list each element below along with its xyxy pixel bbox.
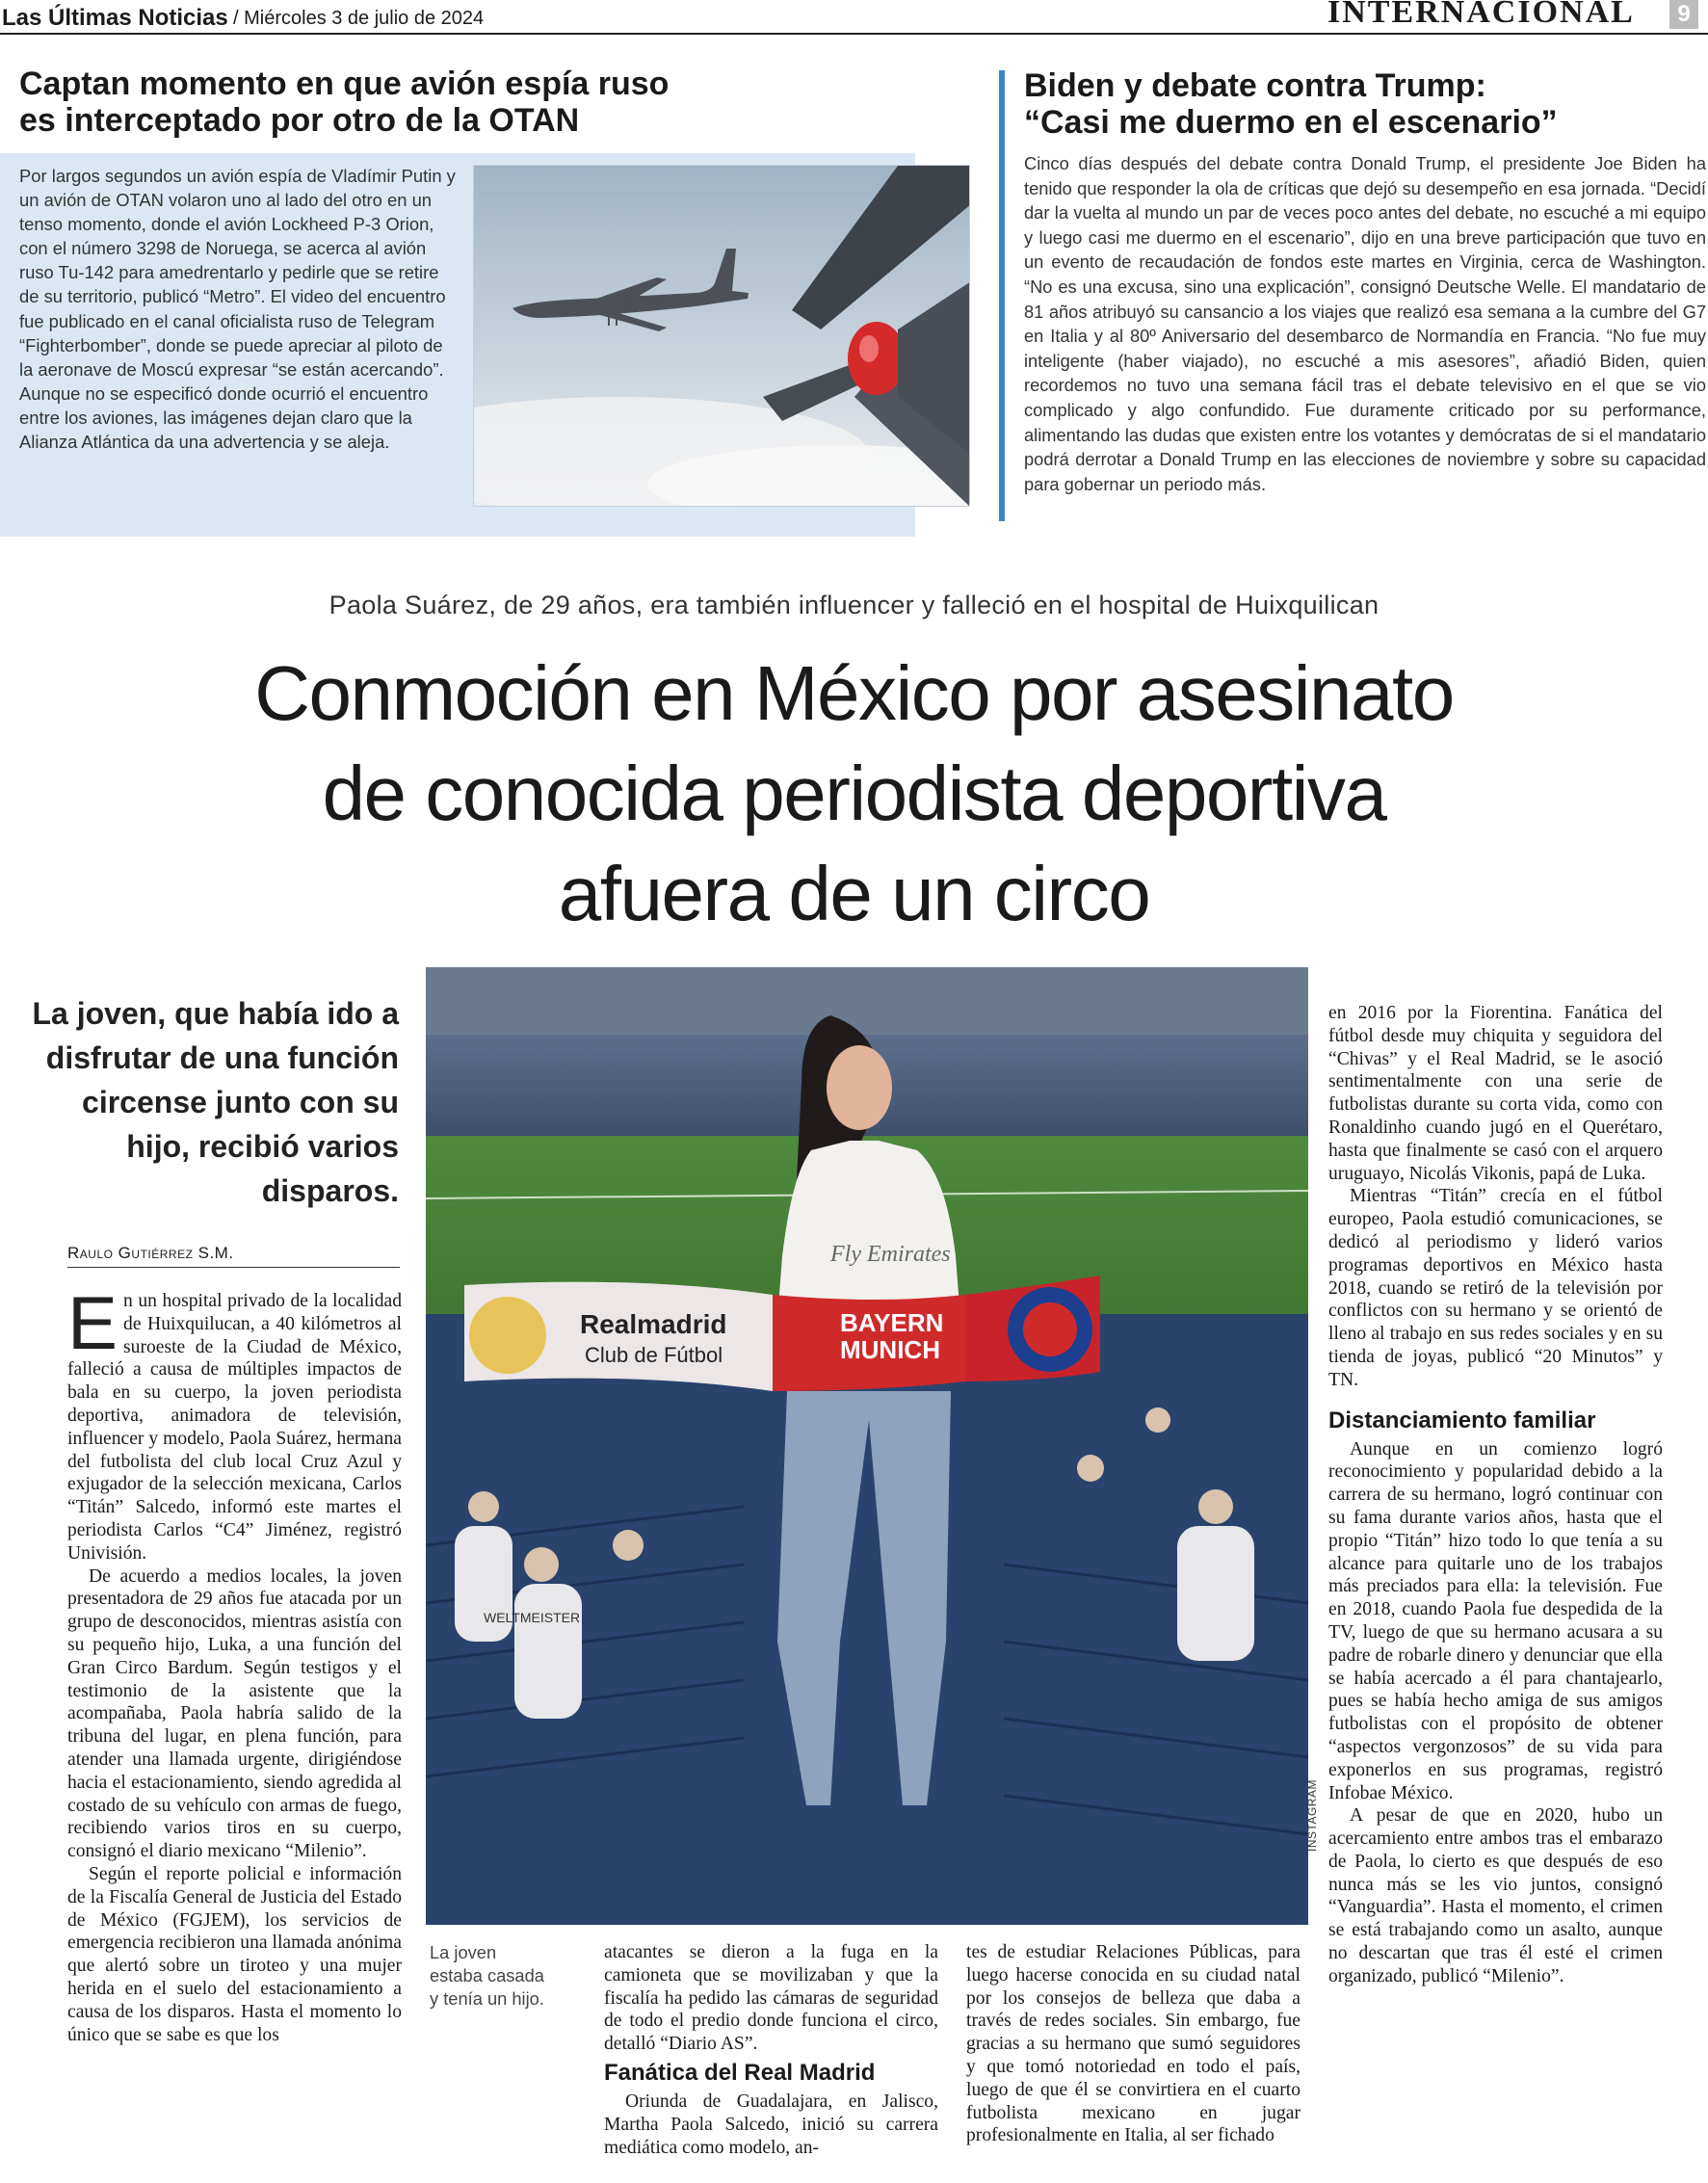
- article-column-1: [67, 1280, 402, 2046]
- main-headline: Conmoción en México por asesinato de conocida periodista deportiva afuera de un circo: [254, 650, 1454, 936]
- brief-right-body: Cinco días después del debate contra Donald Trump, el presidente Joe Biden ha tenido que responder la ola de críticas que dejó su desempeño en esa jornada. “Decidí dar la vuelta al mundo un par de veces poco antes del debate, no escuché a mi equipo y luego casi me duermo en el escenario”, dijo en una breve participación que tuvo en un evento de recaudación de fondos este martes en Virginia, cerca de Washington. “No es una excusa, sino una explicación”, consignó Deutsche Welle. El mandatario de 81 años atribuyó su cansancio a los viajes que realizó esa semana a la cumbre del G7 en Italia y al 80º Aniversario del desembarco de Normandía en Francia. “No fue muy inteligente (haber viajado), no escuché a mis asesores”, añadió Biden, quien recordemos no tuvo una semana fácil tras el debate televisivo en el que se vio complicado y algo confundido. Fue duramente criticado por su performance, alimentando las dudas que existen entre los votantes y demócratas de si el mandatario podrá derrotar a Donald Trump en las elecciones de noviembre y sobre su capacidad para gobernar un periodo más.: [1024, 153, 1706, 494]
- article-paragraph: En un hospital privado de la localidad de Huixquilucan, a 40 kilómetros al suroeste de la Ciudad de México, falleció a causa de múltiples impactos de bala en su cuerpo, la joven periodista deportiva, animadora de televisión, influencer y modelo, Paola Suárez, hermana del futbolista del club local Cruz Azul y exjugador de la selección mexicana, Carlos “Titán” Salcedo, informó este martes el periodista Carlos “C4” Jiménez, registró Univisión.: [67, 1280, 402, 1564]
- scarf-text-left-2: Club de Fútbol: [585, 1343, 723, 1367]
- issue-date: / Miércoles 3 de julio de 2024: [233, 8, 485, 29]
- article-paragraph: A pesar de que en 2020, hubo un acercamiento entre ambos tras el embarazo de Paola, lo cierto es que después de eso nunca más se les vio juntos, consignó “Vanguardia”. Hasta el momento, el crimen se está trabajando como un asalto, aunque no descartan que tras él esté el crimen organizado, publicó “Milenio”.: [1328, 1805, 1663, 1986]
- article-paragraph: tes de estudiar Relaciones Públicas, para luego hacerse conocida en su ciudad natal por los consejos de belleza que daba a través de redes sociales. Sin embargo, fue gracias a su hermano que sumó seguidores y que tomó notoriedad en todo el país, luego de que él se convirtiera en el cuarto futbolista mexicano en jugar profesionalmente en Italia, al ser fichado: [966, 1942, 1301, 2146]
- brief-right-accent-bar: [999, 70, 1005, 521]
- section-subhead: Fanática del Real Madrid: [604, 2059, 876, 2086]
- main-photo: [426, 967, 1308, 1925]
- article-column-2: [604, 1941, 938, 2159]
- page-number: 9: [1669, 0, 1698, 29]
- photo-credit: INSTAGRAM: [1305, 1779, 1319, 1852]
- article-paragraph: Mientras “Titán” crecía en el fútbol europeo, Paola estudió comunicaciones, se dedicó al periodismo y lideró varios programas deportivos en México hasta 2018, cuando se retiró de la televisión por conflictos con su hermano y se orientó de lleno al trabajo en sus redes sociales y en su tienda de joyas, publicó “20 Minutos” y TN.: [1328, 1186, 1663, 1390]
- article-column-3: [966, 1941, 1301, 2147]
- scarf-text-right-2: MUNICH: [840, 1335, 940, 1364]
- spy-plane-photo: [473, 165, 970, 507]
- scarf-text-left-1: Realmadrid: [580, 1309, 727, 1339]
- article-column-4: [1328, 1002, 1663, 1988]
- brief-right-headline: Biden y debate contra Trump: “Casi me duermo en el escenario”: [1024, 67, 1558, 141]
- fan-jersey-text: WELTMEISTER: [484, 1610, 581, 1625]
- article-paragraph: De acuerdo a medios locales, la joven presentadora de 29 años fue atacada por un grupo de desconocidos, mientras asistía con su pequeño hijo, Luka, a una función del Gran Circo Bardum. Según testigos y el testimonio de la asistente que la acompañaba, Paola habría salido de la tribuna del lugar, en plena función, para atender una llamada urgente, dirigiéndose hacia el estacionamiento, siendo agredida al costado de su vehículo con armas de fuego, recibiendo varios tiros en su cuerpo, consignó el diario mexicano “Milenio”.: [67, 1565, 402, 1862]
- article-paragraph: Oriunda de Guadalajara, en Jalisco, Martha Paola Salcedo, inició su carrera mediática como modelo, an-: [604, 2091, 938, 2158]
- brief-left-body: Por largos segundos un avión espía de Vladímir Putin y un avión de OTAN volaron uno al lado del otro en un tenso momento, donde el avión Lockheed P-3 Orion, con el número 3298 de Noruega, se acerca al avión ruso Tu-142 para amedrentarlo y pedirle que se retire de su territorio, publicó “Metro”. El video del encuentro fue publicado en el canal oficialista ruso de Telegram “Fighterbomber”, donde se puede apreciar al piloto de la aeronave de Moscú expresar “se están acercando”. Aunque no se especificó donde ocurrió el encuentro entre los aviones, las imágenes dejan claro que la Alianza Atlántica da una advertencia y se aleja.: [19, 166, 456, 453]
- scarf-text-right-1: BAYERN: [840, 1308, 944, 1337]
- article-paragraph: Según el reporte policial e información de la Fiscalía General de Justicia del Estado de México (FGJEM), los servicios de emergencia recibieron una llamada anónima que alertó sobre un tiroteo y una mujer herida en el suelo del estacionamiento a causa de los disparos. Hasta el momento lo único que se sabe es que los: [67, 1863, 402, 2045]
- section-subhead: Distanciamiento familiar: [1328, 1407, 1596, 1433]
- article-paragraph: Aunque en un comienzo logró reconocimiento y popularidad debido a la carrera de su hermano, logró continuar con su fama durante varios años, hasta que el propio “Titán” hizo todo lo que tenía a su alcance para quitarle uno de los trabajos más preciados para ella: la televisión. Fue en 2018, cuando Paola fue despedida de la TV, luego de que su hermano acusara a su padre de robarle dinero y denunciar que ella se había acercado a él para chantajearlo, pues se había hecho amiga de sus amigos futbolistas con el propósito de obtener “aspectos vergonzosos” de su vida para exponerlos en sus programas, registró Infobae México.: [1328, 1438, 1663, 1803]
- shirt-sponsor-text: Fly Emirates: [830, 1242, 951, 1267]
- article-paragraph: atacantes se dieron a la fuga en la camioneta que se movilizaban y que la fiscalía ha pedido las cámaras de seguridad de todo el predio donde funciona el circo, detalló “Diario AS”.: [604, 1942, 938, 2055]
- main-deck: La joven, que había ido a disfrutar de una función circense junto con su hijo, recibió varios disparos.: [32, 996, 399, 1208]
- drop-cap: E: [67, 1280, 118, 1365]
- photo-caption: La joven estaba casada y tenía un hijo.: [430, 1942, 544, 2009]
- byline: Raulo Gutiérrez S.M.: [67, 1244, 400, 1268]
- main-kicker: Paola Suárez, de 29 años, era también influencer y falleció en el hospital de Huixquilican: [328, 591, 1380, 619]
- section-name: INTERNACIONAL: [1327, 0, 1635, 30]
- article-paragraph: en 2016 por la Fiorentina. Fanática del fútbol desde muy chiquita y seguidora del “Chivas” y el Real Madrid, se le asoció sentimentalmente con una serie de futbolistas durante su corta vida, como con Ronaldinho cuando jugó en el Querétaro, hasta que finalmente se casó con el arquero uruguayo, Nicolás Vikonis, papá de Luka.: [1328, 1003, 1663, 1184]
- brief-left-headline: Captan momento en que avión espía ruso es interceptado por otro de la OTAN: [19, 66, 670, 139]
- newspaper-name: Las Últimas Noticias: [2, 5, 228, 31]
